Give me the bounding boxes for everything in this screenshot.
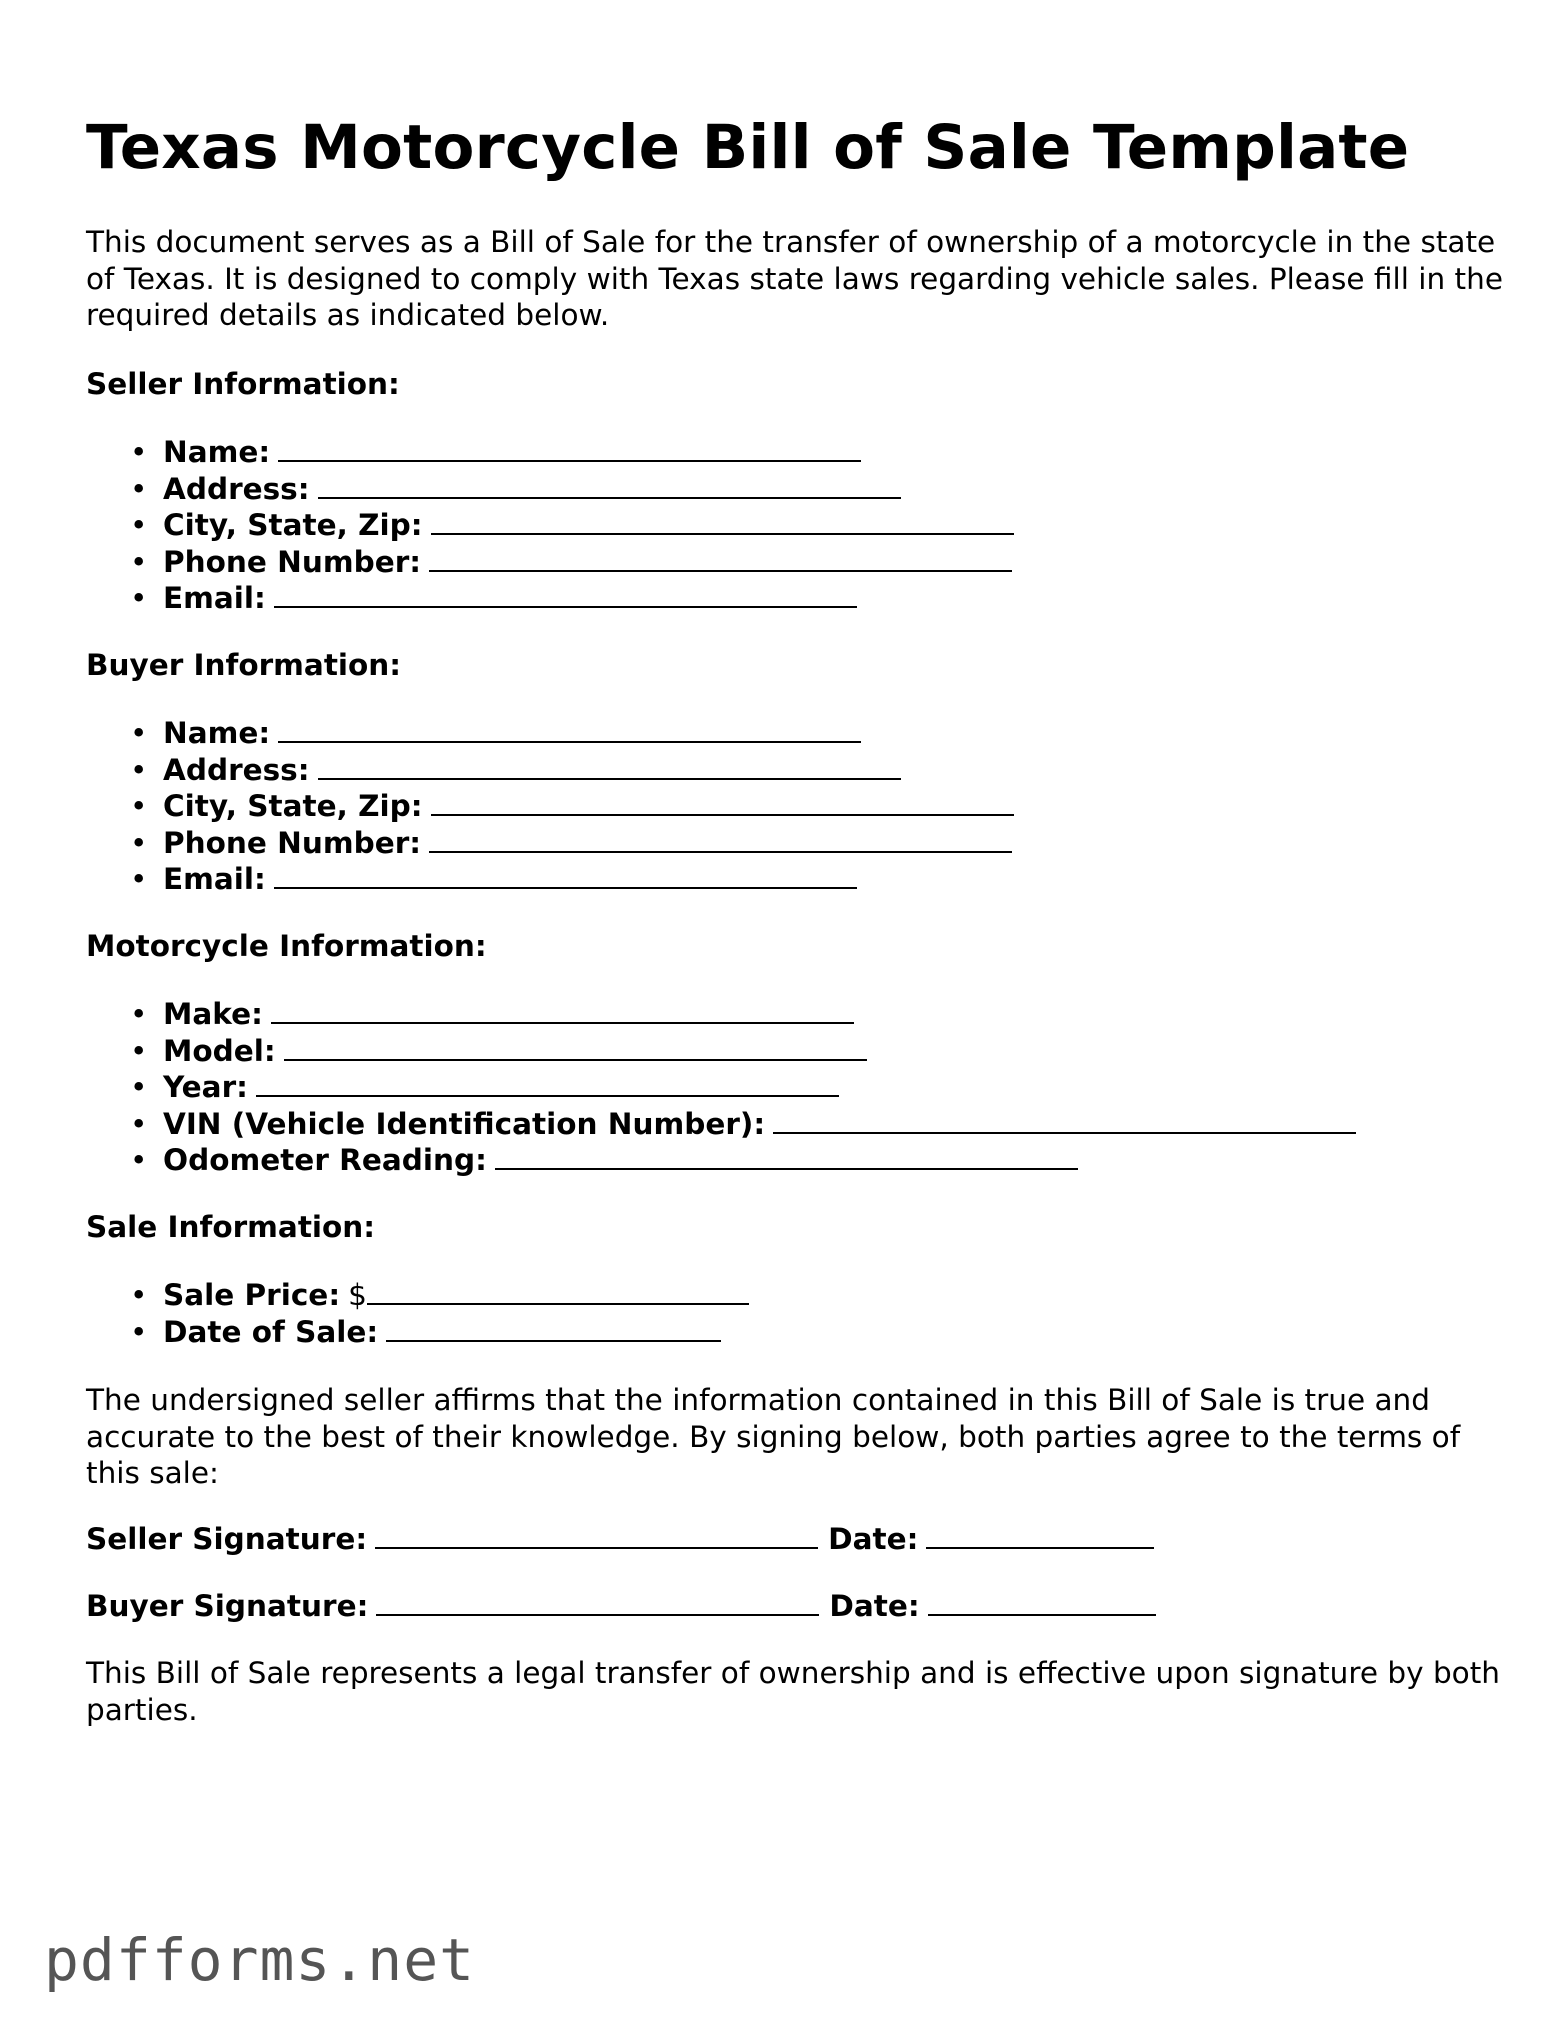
buyer-signature-line [86, 1588, 1156, 1624]
bullet-icon: • [130, 997, 148, 1031]
motorcycle-make-field[interactable] [271, 997, 854, 1024]
sale-date-field[interactable] [386, 1315, 721, 1342]
seller-signature-field[interactable] [375, 1522, 818, 1549]
buyer-email-label: Email: [163, 862, 266, 897]
motorcycle-make-item [86, 996, 1356, 1033]
watermark-logo: pdfforms.net [44, 1926, 476, 1994]
seller-email-field[interactable] [274, 581, 857, 608]
motorcycle-model-label: Model: [163, 1033, 276, 1068]
seller-email-label: Email: [163, 581, 266, 616]
motorcycle-odometer-label: Odometer Reading: [163, 1143, 487, 1178]
buyer-address-item [86, 752, 1014, 789]
bullet-icon: • [130, 1033, 148, 1068]
bullet-icon: • [130, 581, 148, 616]
buyer-date-label: Date: [829, 1589, 920, 1623]
seller-fields-list [86, 434, 1014, 617]
affirmation-paragraph: The undersigned seller affirms that the information contained in this Bill of Sale is true and accurate to the best of their knowledge. By signing below, both parties agree to the terms of this sale: [86, 1383, 1461, 1490]
seller-date-field[interactable] [926, 1522, 1154, 1549]
motorcycle-model-field[interactable] [284, 1034, 867, 1061]
bullet-icon: • [130, 1106, 148, 1141]
buyer-date-field[interactable] [928, 1589, 1156, 1616]
bullet-icon: • [130, 1070, 148, 1105]
buyer-phone-field[interactable] [429, 826, 1012, 853]
seller-date-label: Date: [828, 1522, 919, 1556]
seller-signature-line [86, 1521, 1154, 1557]
sale-date-item [86, 1314, 749, 1351]
motorcycle-year-item [86, 1069, 1356, 1106]
seller-city-state-zip-label: City, State, Zip: [163, 508, 423, 543]
closing-paragraph: This Bill of Sale represents a legal transfer of ownership and is effective upon signature by both parties. [86, 1656, 1500, 1727]
bullet-icon: • [130, 1314, 148, 1349]
buyer-city-state-zip-label: City, State, Zip: [163, 789, 423, 824]
sale-price-field[interactable] [367, 1278, 749, 1305]
buyer-email-item [86, 861, 1014, 898]
buyer-section-heading: Buyer Information: [86, 648, 402, 682]
bullet-icon: • [130, 508, 148, 543]
seller-address-label: Address: [163, 471, 310, 506]
buyer-signature-label: Buyer Signature: [86, 1589, 369, 1623]
sale-section-heading: Sale Information: [86, 1210, 376, 1244]
buyer-address-field[interactable] [318, 753, 901, 780]
sale-price-label: Sale Price: [163, 1278, 341, 1312]
seller-section-heading: Seller Information: [86, 367, 400, 401]
sale-price-item [86, 1277, 749, 1314]
buyer-address-label: Address: [163, 752, 310, 787]
bullet-icon: • [130, 752, 148, 787]
bullet-icon: • [130, 789, 148, 824]
seller-name-item [86, 434, 1014, 471]
seller-address-item [86, 471, 1014, 508]
seller-name-label: Name: [163, 435, 271, 469]
motorcycle-vin-label: VIN (Vehicle Identification Number): [163, 1106, 766, 1141]
motorcycle-vin-item [86, 1106, 1356, 1143]
motorcycle-vin-field[interactable] [773, 1107, 1356, 1134]
motorcycle-year-label: Year: [163, 1070, 248, 1105]
bullet-icon: • [130, 544, 148, 579]
seller-phone-label: Phone Number: [163, 544, 422, 579]
motorcycle-year-field[interactable] [256, 1070, 839, 1097]
bullet-icon: • [130, 1278, 148, 1312]
motorcycle-odometer-field[interactable] [495, 1143, 1078, 1170]
motorcycle-section-heading: Motorcycle Information: [86, 929, 487, 963]
buyer-name-label: Name: [163, 716, 271, 750]
motorcycle-make-label: Make: [163, 997, 263, 1031]
motorcycle-fields-list [86, 996, 1356, 1179]
bullet-icon: • [130, 825, 148, 860]
seller-email-item [86, 580, 1014, 617]
dollar-sign: $ [348, 1278, 367, 1312]
bullet-icon: • [130, 435, 148, 469]
document-title: Texas Motorcycle Bill of Sale Template [86, 112, 1410, 183]
bullet-icon: • [130, 716, 148, 750]
seller-address-field[interactable] [318, 472, 901, 499]
buyer-city-state-zip-item [86, 788, 1014, 825]
motorcycle-model-item [86, 1033, 1356, 1070]
seller-city-state-zip-item [86, 507, 1014, 544]
sale-fields-list [86, 1277, 749, 1350]
motorcycle-odometer-item [86, 1142, 1356, 1179]
bullet-icon: • [130, 862, 148, 897]
buyer-signature-field[interactable] [376, 1589, 819, 1616]
sale-date-label: Date of Sale: [163, 1314, 379, 1349]
buyer-city-state-zip-field[interactable] [431, 789, 1014, 816]
seller-phone-field[interactable] [429, 545, 1012, 572]
seller-phone-item [86, 544, 1014, 581]
buyer-phone-label: Phone Number: [163, 825, 422, 860]
buyer-email-field[interactable] [274, 862, 857, 889]
buyer-name-field[interactable] [278, 716, 861, 743]
buyer-name-item [86, 715, 1014, 752]
bullet-icon: • [130, 471, 148, 506]
buyer-fields-list [86, 715, 1014, 898]
bullet-icon: • [130, 1143, 148, 1178]
buyer-phone-item [86, 825, 1014, 862]
seller-city-state-zip-field[interactable] [431, 508, 1014, 535]
seller-signature-label: Seller Signature: [86, 1522, 368, 1556]
intro-paragraph: This document serves as a Bill of Sale for the transfer of ownership of a motorcycle in the state of Texas. It is designed to comply with Texas state laws regarding vehicle sales. Please fill in the required details as indicated below. [86, 225, 1503, 332]
seller-name-field[interactable] [278, 435, 861, 462]
